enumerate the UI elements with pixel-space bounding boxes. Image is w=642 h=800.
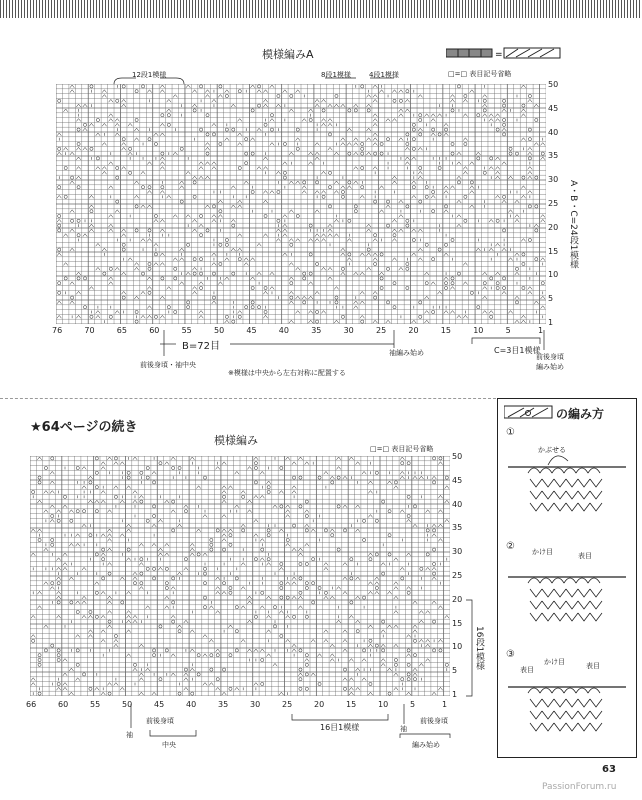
tick-label: 66 xyxy=(26,700,37,709)
tick-label: 1 xyxy=(442,700,448,709)
tick-label: 45 xyxy=(154,700,165,709)
tick-label: 25 xyxy=(548,199,559,208)
tick-label: 10 xyxy=(452,642,463,652)
tick-label: 50 xyxy=(548,80,559,89)
tick-label: 25 xyxy=(452,571,463,580)
step-2-note-2: 表目 xyxy=(578,552,592,560)
tick-label: 25 xyxy=(376,326,387,335)
tick-label: 55 xyxy=(90,700,101,709)
tick-label: 40 xyxy=(278,326,289,335)
tick-label: 35 xyxy=(452,523,463,533)
svg-text:=: = xyxy=(495,50,503,59)
tick-label: 45 xyxy=(452,475,463,485)
tick-label: 30 xyxy=(452,547,463,557)
tick-label: 60 xyxy=(58,700,69,709)
section-two-legend: □=□ 表目記号省略 xyxy=(370,445,434,453)
tick-label: 65 xyxy=(116,326,127,335)
tick-label: 10 xyxy=(473,326,484,335)
tick-label: 55 xyxy=(181,326,192,335)
tick-label: 10 xyxy=(378,700,389,709)
tick-label: 40 xyxy=(548,127,559,137)
side-label-16: 16段1模様 xyxy=(474,626,484,671)
tick-label: 76 xyxy=(52,326,63,335)
tick-label: 40 xyxy=(186,700,197,709)
step-3-number: ③ xyxy=(506,649,515,660)
tick-label: 30 xyxy=(548,175,559,185)
foot-center: 中央 xyxy=(162,741,176,749)
chart-a-note: ※模様は中央から左右対称に配置する xyxy=(228,369,346,377)
c-label: C=3目1模様 xyxy=(494,346,541,355)
chart-a-legend: □=□ 表目記号省略 xyxy=(448,70,512,78)
tick-label: 15 xyxy=(452,618,463,628)
tick-label: 30 xyxy=(250,700,261,709)
step-1-illustration xyxy=(508,439,628,519)
section-two-heading: ★64ページの続き xyxy=(30,420,138,435)
repeat-label-12: 12段1模様 xyxy=(132,71,167,79)
foot-sleeve-right: 袖 xyxy=(400,725,407,733)
tick-label: 1 xyxy=(548,318,554,327)
tick-label: 20 xyxy=(408,326,419,335)
chart-a-side-text: A・B・C=24段1模様 xyxy=(568,180,578,269)
step-3-note-3: 表目 xyxy=(586,662,600,670)
tick-label: 5 xyxy=(452,666,458,676)
foot-mid: 袖編み始め xyxy=(389,349,424,357)
section-two-title: 模様編み xyxy=(214,434,258,447)
tick-label: 60 xyxy=(149,326,160,335)
chart-a-title: 模様編みA xyxy=(262,48,314,61)
tick-label: 15 xyxy=(346,700,357,709)
tick-label: 35 xyxy=(311,326,322,335)
stitch-symbol-icon xyxy=(504,405,554,419)
how-to-title: の編み方 xyxy=(556,407,605,421)
foot-body: 前後身頃 xyxy=(146,717,174,725)
step-1-note: かぶせる xyxy=(538,446,566,454)
tick-label: 5 xyxy=(410,700,416,709)
step-2-note: かけ目 xyxy=(532,548,553,556)
tick-label: 50 xyxy=(214,326,225,335)
tick-label: 40 xyxy=(452,499,463,509)
foot-right: 前後身頃編み始め xyxy=(536,353,564,371)
tick-label: 70 xyxy=(84,326,95,335)
bottom-label-16: 16目1模様 xyxy=(320,723,360,732)
how-to-panel xyxy=(497,398,637,758)
foot-body-right: 前後身頃 xyxy=(420,717,448,725)
tick-label: 25 xyxy=(282,700,293,709)
tick-label: 10 xyxy=(548,270,559,280)
foot-left: 前後身頃・袖中央 xyxy=(140,361,196,369)
step-2-number: ② xyxy=(506,541,515,552)
repeat-label-4: 4段1模様 xyxy=(369,71,399,79)
watermark: PassionForum.ru xyxy=(542,782,617,792)
tick-label: 20 xyxy=(452,594,463,604)
tick-label: 45 xyxy=(548,103,559,113)
repeat-label-8: 8段1模様 xyxy=(321,71,351,79)
tick-label: 45 xyxy=(246,326,257,335)
foot-sleeve: 袖 xyxy=(126,731,133,739)
tick-label: 5 xyxy=(505,326,511,335)
foot-start: 編み始め xyxy=(412,741,440,749)
b-label: B=72目 xyxy=(182,341,220,352)
tick-label: 50 xyxy=(122,700,133,709)
step-3-note-1: 表目 xyxy=(520,666,534,674)
tick-label: 1 xyxy=(538,326,544,335)
tick-label: 20 xyxy=(314,700,325,709)
tick-label: 50 xyxy=(452,452,463,461)
page-number: 63 xyxy=(602,764,616,775)
tick-label: 30 xyxy=(343,326,354,335)
step-2-illustration xyxy=(508,559,628,639)
tick-label: 1 xyxy=(452,690,458,699)
tick-label: 35 xyxy=(548,151,559,161)
step-1-number: ① xyxy=(506,427,515,438)
step-3-illustration xyxy=(508,671,628,751)
tick-label: 15 xyxy=(440,326,451,335)
tick-label: 20 xyxy=(548,222,559,232)
tick-label: 35 xyxy=(218,700,229,709)
tick-label: 15 xyxy=(548,246,559,256)
tick-label: 5 xyxy=(548,294,554,304)
step-3-note-2: かけ目 xyxy=(544,658,565,666)
